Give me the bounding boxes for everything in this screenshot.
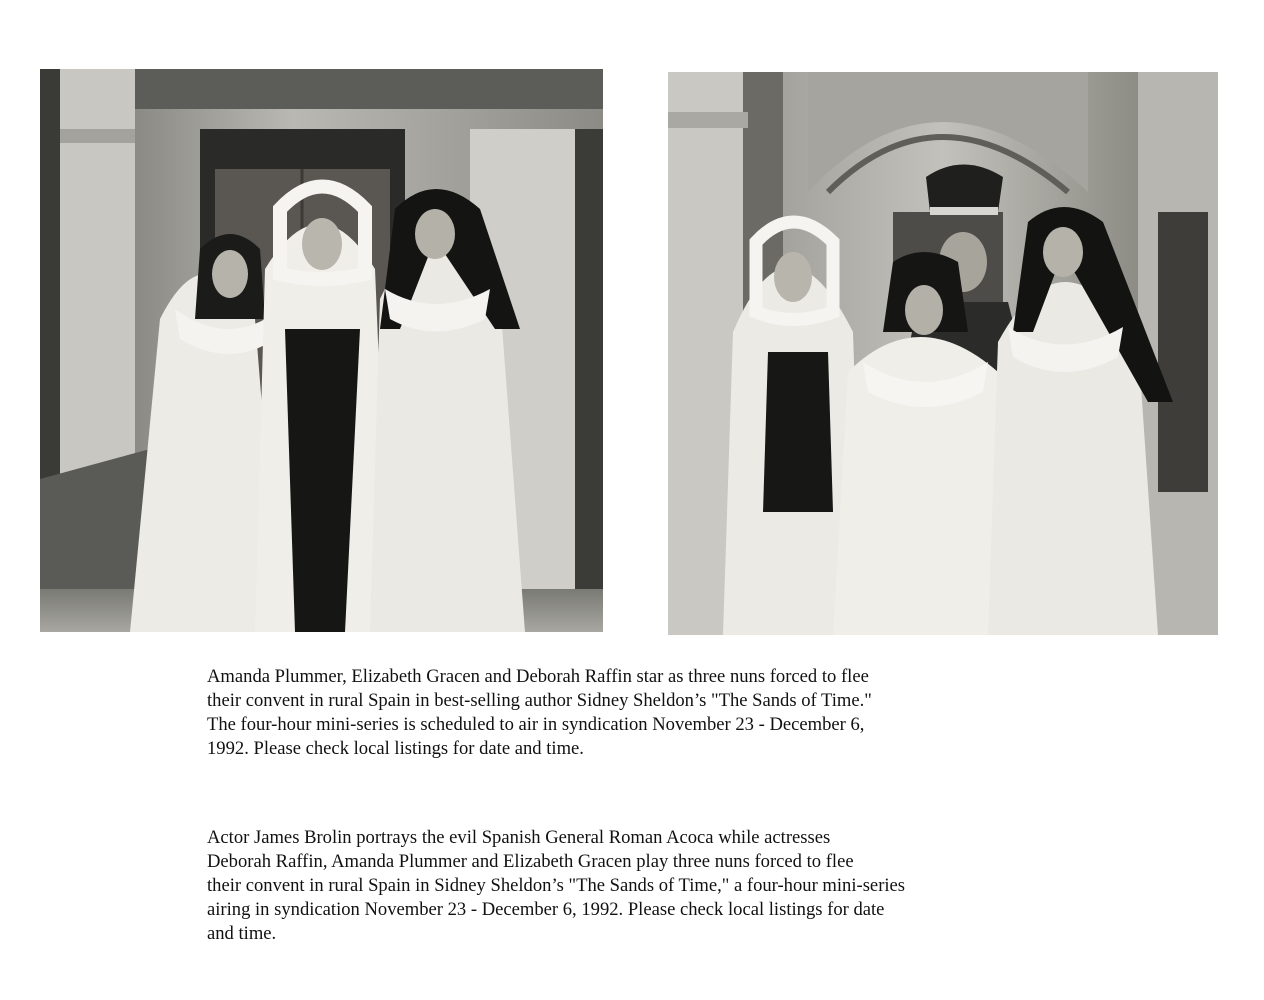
caption-line: their convent in rural Spain in best-selling author Sidney Sheldon’s "The Sands of Time." [207, 690, 872, 711]
caption-left-photo [207, 665, 1047, 761]
photo-right-nuns-and-general [668, 72, 1218, 635]
caption-line: and time. [207, 923, 277, 944]
caption-line: Amanda Plummer, Elizabeth Gracen and Deborah Raffin star as three nuns forced to flee [207, 666, 869, 687]
caption-line: The four-hour mini-series is scheduled to air in syndication November 23 - December 6, [207, 714, 865, 735]
caption-line: Deborah Raffin, Amanda Plummer and Elizabeth Gracen play three nuns forced to flee [207, 851, 854, 872]
photo-left-three-nuns [40, 69, 603, 632]
caption-line: airing in syndication November 23 - December 6, 1992. Please check local listings for date [207, 899, 885, 920]
caption-line: 1992. Please check local listings for date and time. [207, 738, 584, 759]
caption-right-photo [207, 826, 1047, 946]
photo-left-illustration [40, 69, 603, 632]
caption-line: their convent in rural Spain in Sidney Sheldon’s "The Sands of Time," a four-hour mini-series [207, 875, 906, 896]
caption-line: Actor James Brolin portrays the evil Spanish General Roman Acoca while actresses [207, 827, 831, 848]
photo-right-illustration [668, 72, 1218, 635]
